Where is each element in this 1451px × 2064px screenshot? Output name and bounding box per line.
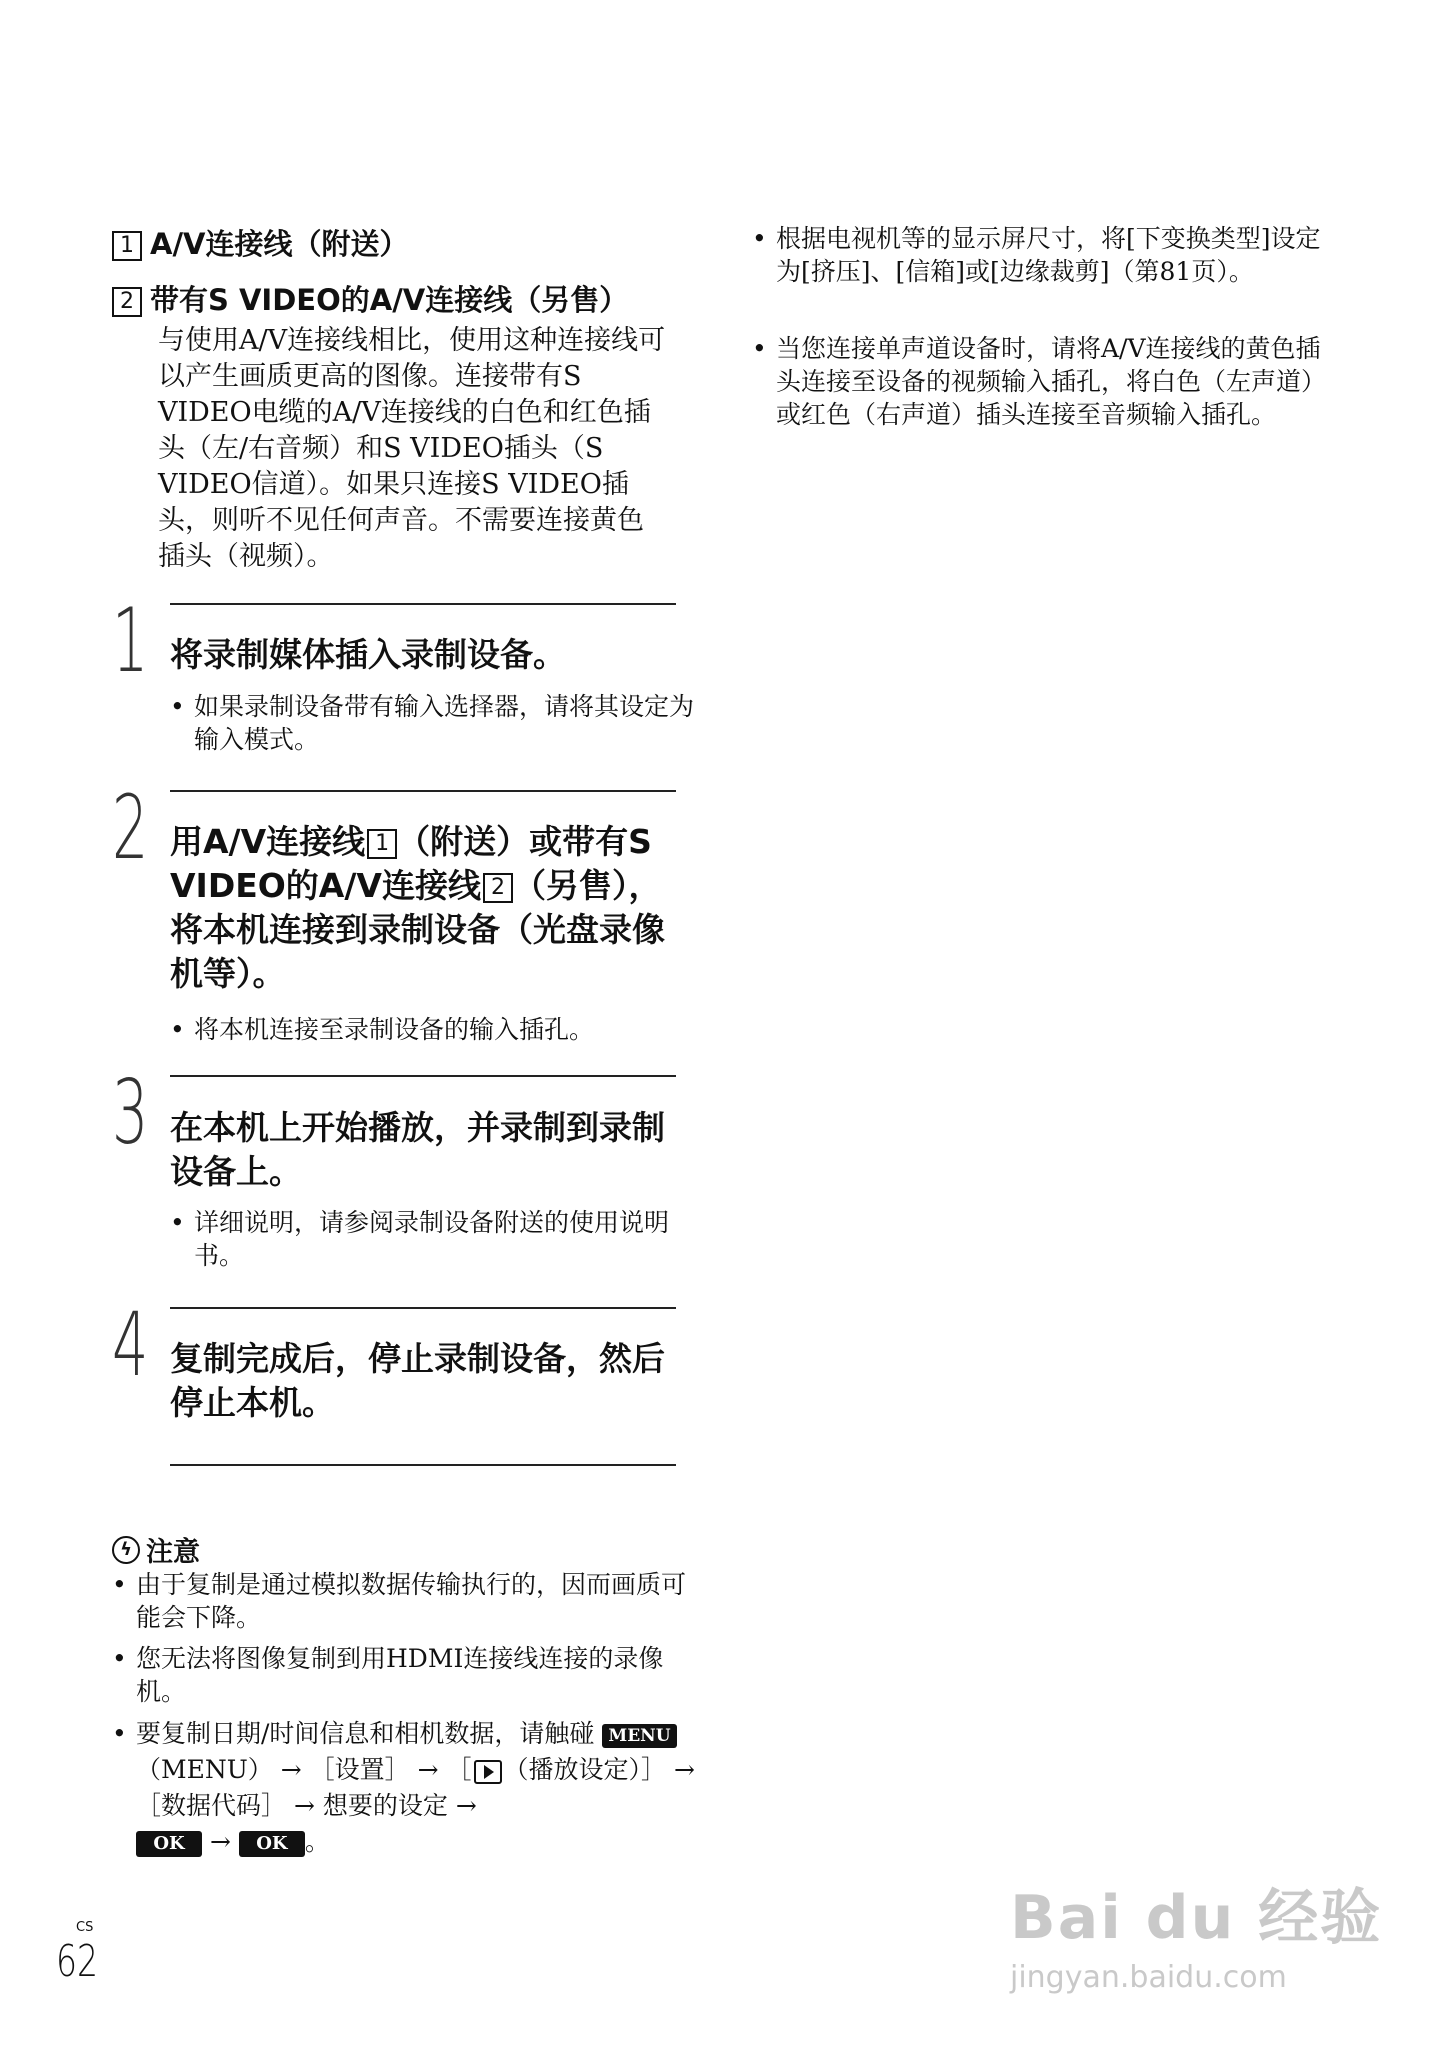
item-2-description: 与使用A/V连接线相比，使用这种连接线可以产生画质更高的图像。连接带有S VIDEO电缆的A/V连接线的白色和红色插头（左/右音频）和S VIDEO插头（S VIDEO信道）。如果只连接S VIDEO插头，则听不见任何声音。不需要连接黄色插头（视频）。 [158, 325, 666, 572]
step-2-number: 2 [112, 776, 149, 879]
item-1 [112, 226, 408, 262]
watermark [1010, 1870, 1382, 1995]
step-2-title-part-3: （另售），将本机连接到录制设备（光盘录像机等）。 [170, 866, 665, 993]
menu-note-playback-text: （播放设定）］ [503, 1755, 667, 1784]
step-3-bullet: • 详细说明，请参阅录制设备附送的使用说明书。 [170, 1206, 674, 1272]
step-2-rule [170, 790, 676, 792]
arrow-icon: → [674, 1755, 695, 1784]
step-4-number: 4 [112, 1293, 149, 1396]
arrow-icon: → [293, 1791, 315, 1820]
step-2-title-part-2: （附送）或带有S VIDEO的A/V连接线 [170, 822, 652, 905]
menu-note-setting: ［设置］ [309, 1755, 410, 1784]
step-2-item-1-box: 1 [367, 829, 397, 859]
step-3-rule [170, 1075, 676, 1077]
playback-icon [474, 1760, 502, 1784]
arrow-icon: → [280, 1755, 302, 1784]
menu-note-prefix: 要复制日期/时间信息和相机数据，请触碰 [136, 1719, 595, 1748]
caution-icon: ϟ [112, 1536, 140, 1564]
menu-note-menu-text: （MENU） [136, 1755, 273, 1784]
step-1-rule [170, 603, 676, 605]
step-3-title: 在本机上开始播放，并录制到录制设备上。 [170, 1108, 665, 1191]
page-lang-code: CS [76, 1920, 94, 1935]
step-1-title: 将录制媒体插入录制设备。 [170, 635, 566, 674]
ok-button-icon: OK [239, 1831, 305, 1857]
step-2-item-2-box: 2 [483, 873, 513, 903]
step-4-rule [170, 1307, 676, 1309]
step-3-number: 3 [112, 1061, 149, 1164]
note-bullet-1: • 由于复制是通过模拟数据传输执行的，因而画质可能会下降。 [112, 1568, 701, 1634]
menu-note-end: 。 [304, 1827, 330, 1856]
step-2-bullet: • 将本机连接至录制设备的输入插孔。 [170, 1013, 694, 1046]
item-2-number-box: 2 [112, 287, 142, 317]
watermark-url: jingyan.baidu.com [1010, 1960, 1287, 1995]
item-2-label: 带有S VIDEO的A/V连接线（另售） [150, 283, 629, 317]
item-1-label: A/V连接线（附送） [150, 227, 409, 261]
right-bullet-2: • 当您连接单声道设备时，请将A/V连接线的黄色插头连接至设备的视频输入插孔，将白色（左声道）或红色（右声道）插头连接至音频输入插孔。 [752, 332, 1341, 431]
watermark-logo-text: Bai du 经验 [1010, 1883, 1383, 1953]
steps-end-rule [170, 1464, 676, 1466]
arrow-icon: → [455, 1791, 477, 1820]
step-2-title [170, 820, 690, 996]
step-1-number: 1 [112, 589, 149, 692]
ok-button-icon: OK [136, 1831, 202, 1857]
notes-heading-text: 注意 [146, 1537, 200, 1568]
arrow-icon: → [417, 1755, 439, 1784]
note-bullet-3 [112, 1716, 701, 1860]
menu-note-desired: 想要的设定 [322, 1791, 448, 1820]
step-1-bullet: • 如果录制设备带有输入选择器，请将其设定为输入模式。 [170, 690, 694, 756]
note-bullet-2: • 您无法将图像复制到用HDMI连接线连接的录像机。 [112, 1642, 676, 1708]
step-2-title-part-1: 用A/V连接线 [170, 822, 366, 861]
menu-key-icon: MENU [602, 1724, 676, 1748]
arrow-icon: → [209, 1827, 231, 1856]
item-1-number-box: 1 [112, 231, 142, 261]
step-4-title: 复制完成后，停止录制设备，然后停止本机。 [170, 1339, 665, 1422]
menu-note-data-code: ［数据代码］ [136, 1791, 287, 1820]
item-2 [112, 282, 628, 318]
notes-heading [112, 1530, 200, 1569]
right-bullet-1: • 根据电视机等的显示屏尺寸，将[下变换类型]设定为[挤压]、[信箱]或[边缘裁剪]（第81页）。 [752, 222, 1336, 288]
page-number: 62 [56, 1936, 98, 1987]
menu-note-playback-open: ［ [446, 1755, 472, 1784]
